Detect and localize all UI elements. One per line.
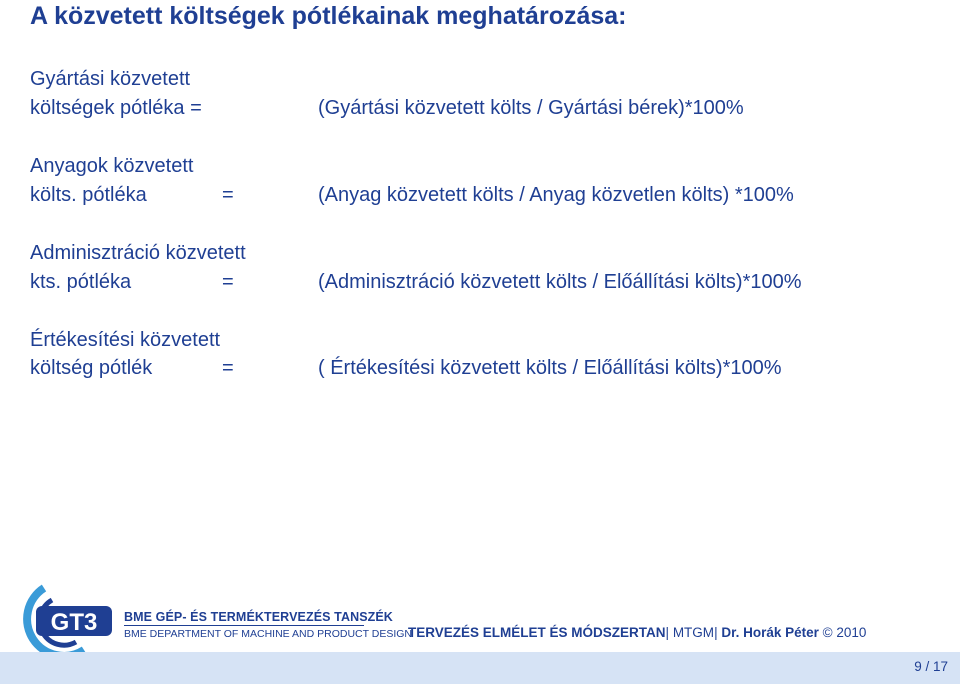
formula-4-equals: = <box>222 357 234 379</box>
footer-separator-2: | <box>714 625 718 640</box>
formula-2-label-line1: Anyagok közvetett <box>30 155 194 177</box>
footer-dept-abbr: MTGM <box>672 625 715 640</box>
department-divider <box>124 625 364 626</box>
formula-1-label-line2: költségek pótléka = <box>30 97 202 119</box>
footer-author: Dr. Horák Péter <box>721 625 819 640</box>
formula-1-label-line1: Gyártási közvetett <box>30 68 191 90</box>
formula-2-equals: = <box>222 184 234 206</box>
formula-3-label-line1: Adminisztráció közvetett <box>30 242 246 264</box>
formula-4-expression: ( Értékesítési közvetett költs / Előállítási költs)*100% <box>318 357 782 379</box>
logo-text: GT3 <box>50 609 98 636</box>
page-number: 9 / 17 <box>914 659 948 674</box>
formula-1-expression: (Gyártási közvetett költs / Gyártási bérek)*100% <box>318 97 744 119</box>
footer-credits <box>408 625 866 640</box>
formula-3-expression: (Adminisztráció közvetett költs / Előállítási költs)*100% <box>318 271 802 293</box>
footer-bar <box>0 652 960 684</box>
gt3-logo <box>14 580 114 658</box>
formula-3-equals: = <box>222 271 234 293</box>
formula-4-label-line2: költség pótlék <box>30 357 153 379</box>
page-title: A közvetett költségek pótlékainak meghatározása: <box>30 2 627 30</box>
department-name-en: BME DEPARTMENT OF MACHINE AND PRODUCT DESIGN <box>124 628 413 640</box>
footer-course: TERVEZÉS ELMÉLET ÉS MÓDSZERTAN <box>408 625 666 640</box>
footer-separator-1: | <box>665 625 670 640</box>
formula-4-label-line1: Értékesítési közvetett <box>30 329 221 351</box>
formula-2-expression: (Anyag közvetett költs / Anyag közvetlen költs) *100% <box>318 184 794 206</box>
department-name-hu: BME GÉP- ÉS TERMÉKTERVEZÉS TANSZÉK <box>124 610 393 624</box>
formula-2-label-line2: költs. pótléka <box>30 184 147 206</box>
formula-3-label-line2: kts. pótléka <box>30 271 132 293</box>
footer-copyright: © 2010 <box>822 625 867 640</box>
